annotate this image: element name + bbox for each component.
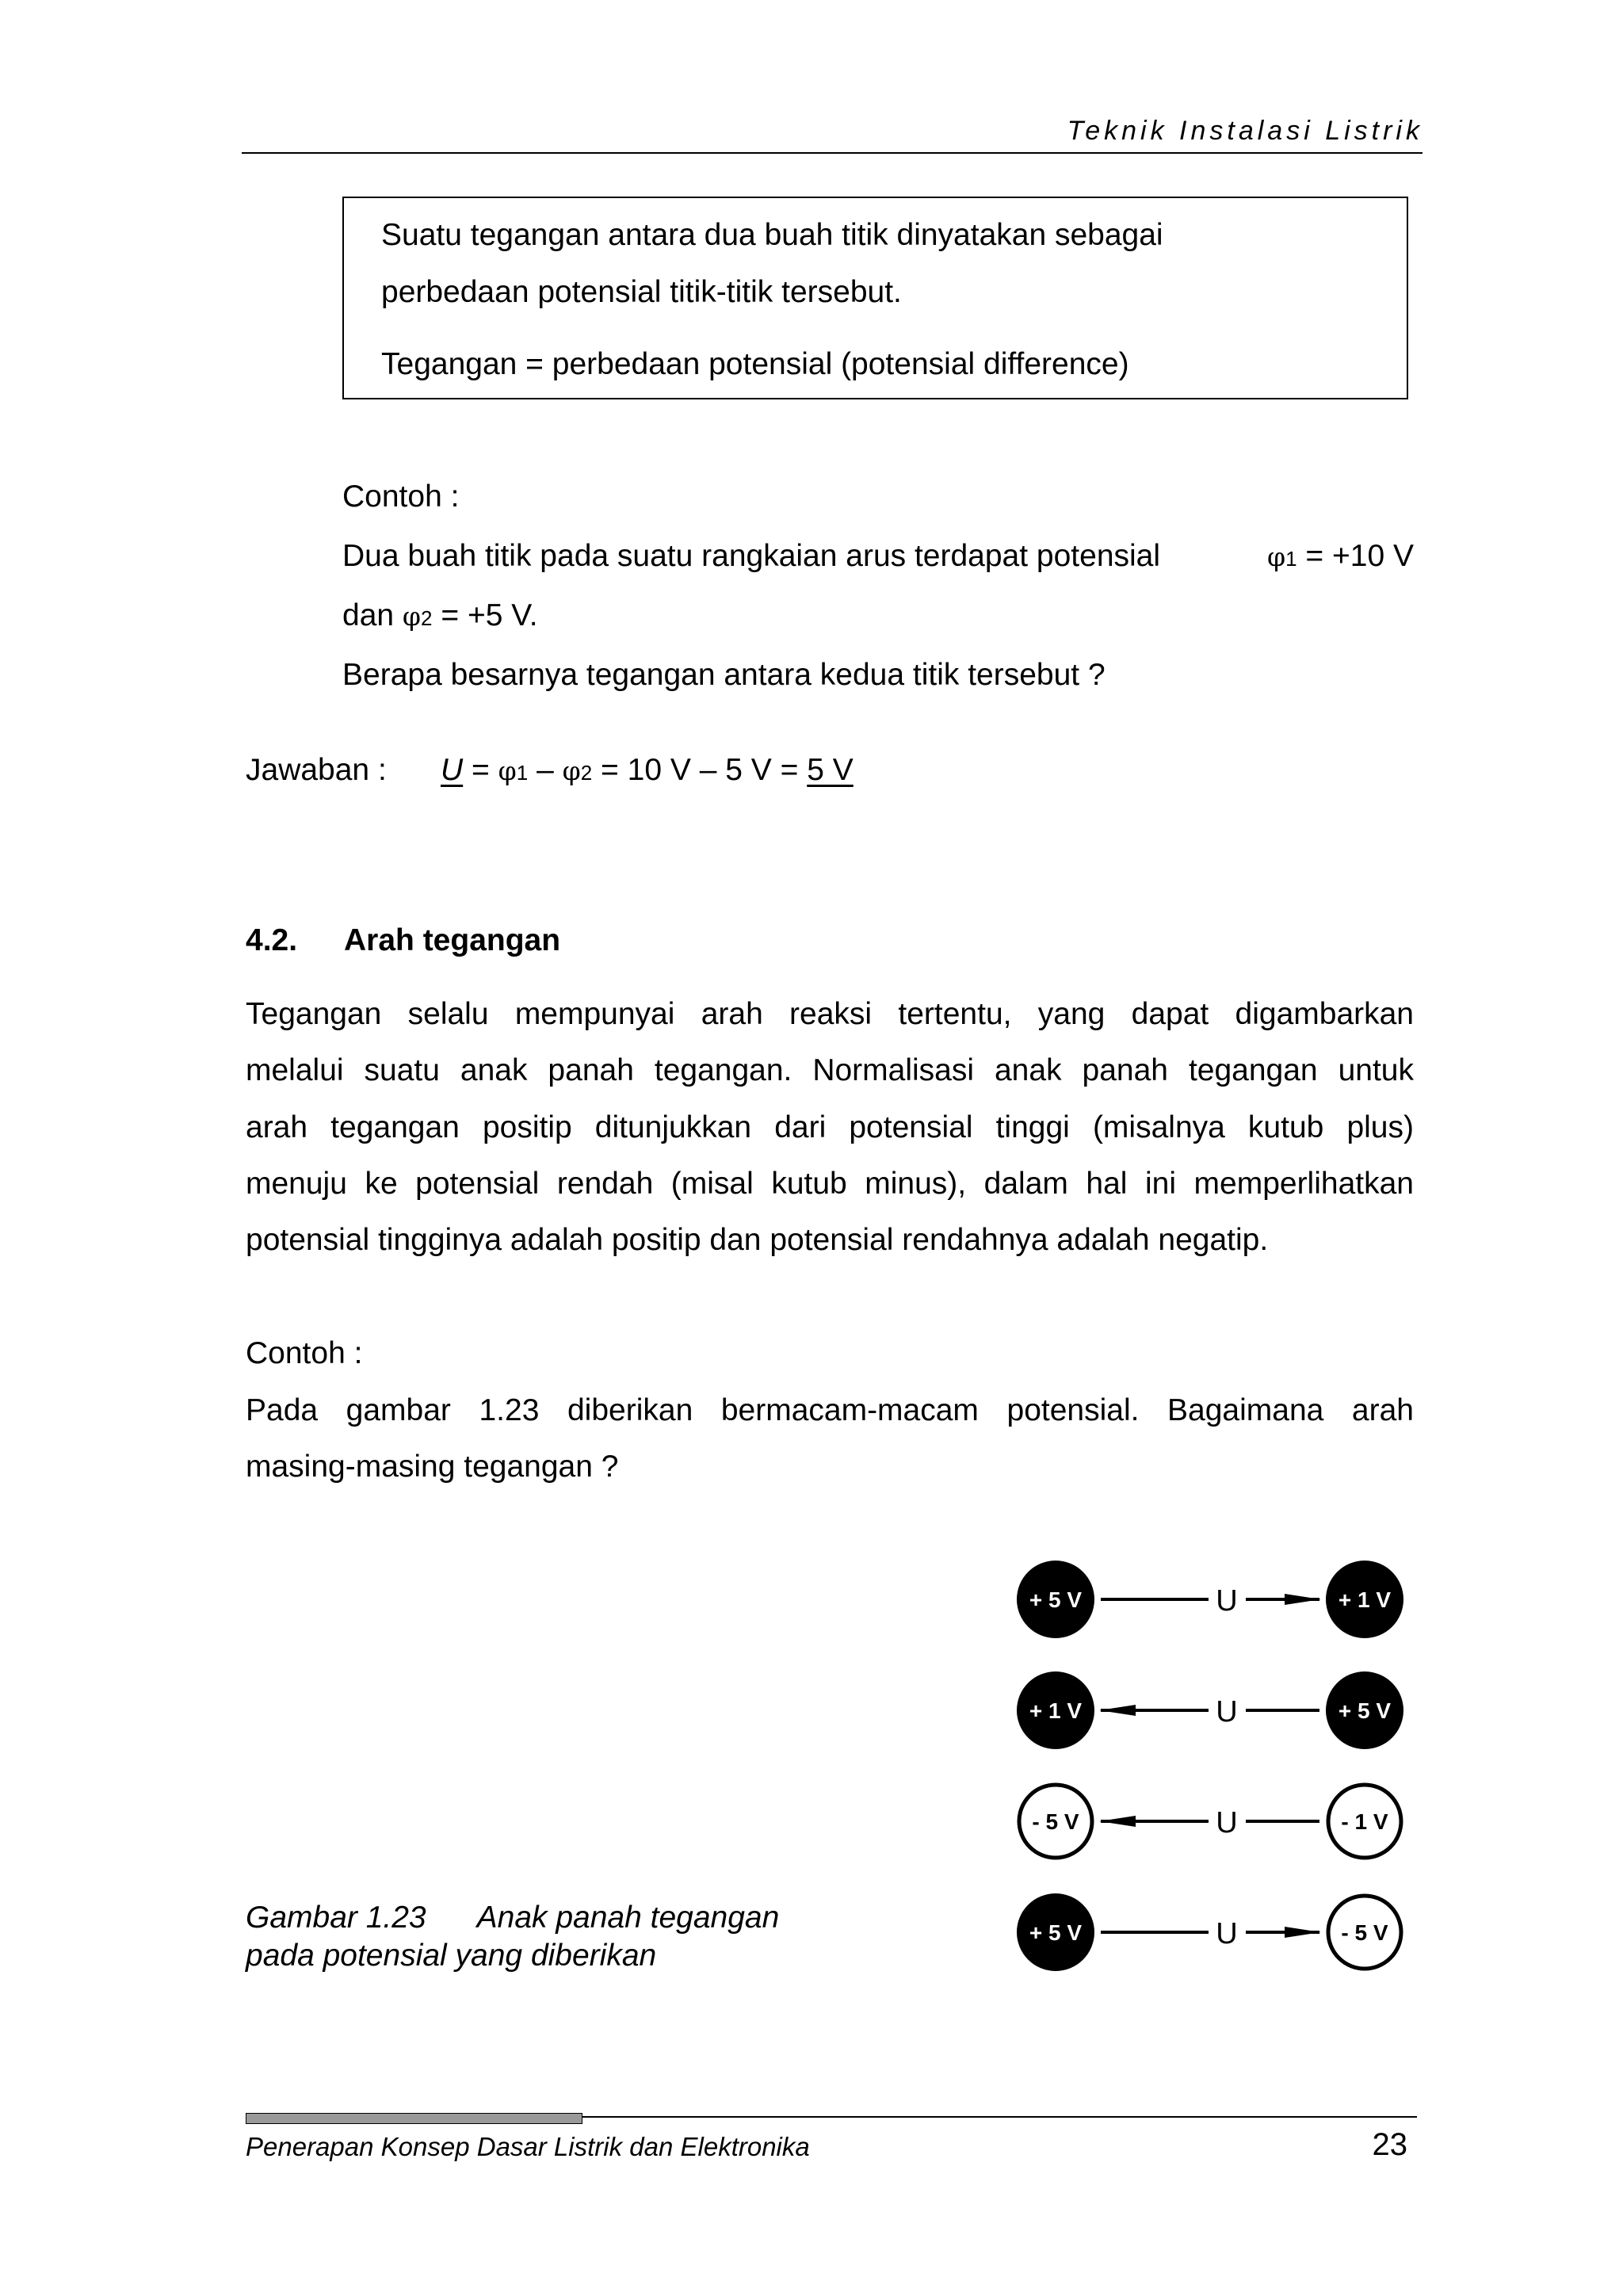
voltage-u-label: U: [1216, 1584, 1238, 1618]
section-paragraph-line: Tegangan selalu mempunyai arah reaksi tertentu, yang dapat digambarkan: [246, 997, 1414, 1031]
phi-subscript: 1: [1285, 547, 1297, 571]
section-paragraph-line: arah tegangan positip ditunjukkan dari potensial tinggi (misalnya kutub plus): [246, 1110, 1414, 1144]
answer-label: Jawaban :: [246, 753, 387, 787]
voltage-arrow-diagram: [1014, 1553, 1426, 1997]
section-paragraph-line: melalui suatu anak panah tegangan. Normalisasi anak panah tegangan untuk: [246, 1053, 1414, 1087]
phi-symbol: φ: [1266, 541, 1286, 572]
example-2-label: Contoh :: [246, 1336, 363, 1370]
minus-sign: –: [537, 753, 554, 787]
footer-text: Penerapan Konsep Dasar Listrik dan Elektronika: [246, 2132, 810, 2161]
arrowhead-right: [1285, 1927, 1321, 1938]
example-1-question: Berapa besarnya tegangan antara kedua titik tersebut ?: [342, 658, 1106, 692]
figure-caption-line-2: pada potensial yang diberikan: [246, 1939, 657, 1973]
answer-result: 5 V: [807, 753, 854, 787]
definition-line-3: Tegangan = perbedaan potensial (potensial difference): [381, 347, 1129, 381]
arrowhead-left: [1099, 1705, 1136, 1716]
example-1-line-2: [342, 600, 538, 631]
footer-bar: [246, 2113, 582, 2124]
u-symbol: U: [441, 753, 464, 787]
voltage-u-label: U: [1216, 1806, 1238, 1839]
potential-label: - 5 V: [1032, 1809, 1079, 1834]
section-paragraph-line: menuju ke potensial rendah (misal kutub minus), dalam hal ini memperlihatkan: [246, 1167, 1414, 1201]
arrowhead-right: [1285, 1594, 1321, 1605]
phi2-value: = +5 V.: [441, 598, 538, 632]
phi-subscript: 1: [516, 761, 529, 785]
running-header: Teknik Instalasi Listrik: [1067, 116, 1423, 146]
answer-equation: [441, 755, 854, 785]
potential-label: - 5 V: [1341, 1920, 1388, 1945]
definition-line-2: perbedaan potensial titik-titik tersebut.: [381, 275, 902, 309]
phi-subscript: 2: [421, 606, 433, 630]
page-number: 23: [1372, 2127, 1407, 2162]
section-paragraph-last-line: potensial tingginya adalah positip dan potensial rendahnya adalah negatip.: [246, 1223, 1269, 1257]
section-number: 4.2.: [246, 923, 298, 957]
potential-label: + 5 V: [1029, 1920, 1083, 1945]
potential-label: - 1 V: [1341, 1809, 1388, 1834]
example-2-line-2: masing-masing tegangan ?: [246, 1450, 619, 1484]
potential-label: + 1 V: [1029, 1698, 1083, 1723]
section-title: Arah tegangan: [344, 923, 561, 957]
voltage-u-label: U: [1216, 1917, 1238, 1950]
phi-symbol: φ: [402, 601, 422, 632]
phi-subscript: 2: [580, 761, 593, 785]
phi1-value: = +10 V: [1305, 539, 1414, 573]
potential-label: + 5 V: [1338, 1698, 1392, 1723]
equals-sign: =: [472, 753, 490, 787]
example-1-dan: dan: [342, 598, 395, 632]
header-rule: [242, 152, 1423, 154]
figure-caption-label: Gambar 1.23: [246, 1901, 426, 1935]
definition-line-1: Suatu tegangan antara dua buah titik dinyatakan sebagai: [381, 218, 1163, 252]
example-1-text: Dua buah titik pada suatu rangkaian arus terdapat potensial: [342, 539, 1161, 573]
phi1-expression: [1267, 541, 1414, 571]
potential-label: + 5 V: [1029, 1587, 1083, 1612]
example-1-line-1: [342, 541, 1414, 571]
phi-symbol: φ: [498, 755, 517, 786]
arrowhead-left: [1099, 1816, 1136, 1827]
example-1-label: Contoh :: [342, 479, 460, 514]
example-2-line-1: Pada gambar 1.23 diberikan bermacam-macam potensial. Bagaimana arah: [246, 1393, 1414, 1427]
answer-rhs: = 10 V – 5 V =: [601, 753, 799, 787]
phi-symbol: φ: [562, 755, 581, 786]
potential-label: + 1 V: [1338, 1587, 1392, 1612]
voltage-u-label: U: [1216, 1695, 1238, 1729]
figure-caption-line-1: [246, 1902, 779, 1933]
figure-caption-title: Anak panah tegangan: [476, 1901, 780, 1935]
